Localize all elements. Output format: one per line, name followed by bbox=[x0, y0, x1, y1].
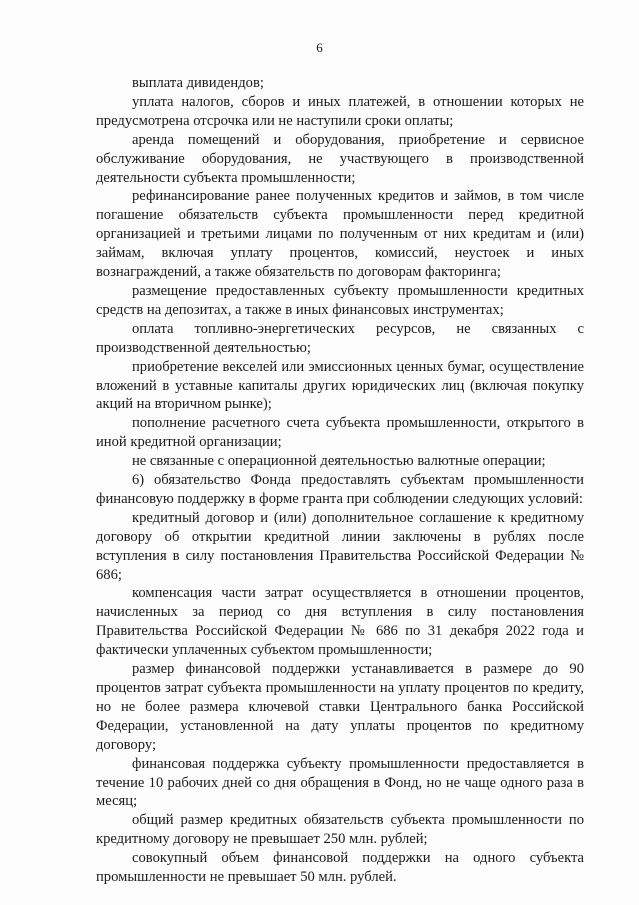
paragraph: размер финансовой поддержки устанавливается в размере до 90 процентов затрат субъекта промышленности на уплату процентов по кредиту, но не более размера ключевой ставки Центрального банка Российской Федерации, установленной на дату уплаты процентов по кредитному договору; bbox=[96, 661, 584, 753]
paragraph: приобретение векселей или эмиссионных ценных бумаг, осуществление вложений в уставные капиталы других юридических лиц (включая покупку акций на вторичном рынке); bbox=[96, 358, 584, 413]
page-number: 6 bbox=[316, 40, 323, 55]
paragraph: размещение предоставленных субъекту промышленности кредитных средств на депозитах, а также в иных финансовых инструментах; bbox=[96, 282, 584, 318]
paragraph: выплата дивидендов; bbox=[132, 75, 264, 91]
paragraph: не связанные с операционной деятельностью валютные операции; bbox=[132, 453, 546, 470]
paragraph: аренда помещений и оборудования, приобретение и сервисное обслуживание оборудования, не участвующего в производственной деятельности субъекта промышленности; bbox=[96, 131, 584, 186]
paragraph: 6) обязательство Фонда предоставлять субъектам промышленности финансовую поддержку в форме гранта при соблюдении следующих условий: bbox=[96, 472, 584, 507]
paragraph: рефинансирование ранее полученных кредитов и займов, в том числе погашение обязательств субъекта промышленности перед кредитной организацией и третьими лицами по полученным от них кредитам и (или) займам, включая уплату процентов, комиссий, неустоек и иных вознаграждений, а также обязательств по договорам факторинга; bbox=[96, 188, 584, 281]
paragraph: уплата налогов, сборов и иных платежей, в отношении которых не предусмотрена отсрочка или не наступили сроки оплаты; bbox=[96, 93, 584, 129]
paragraph: общий размер кредитных обязательств субъекта промышленности по кредитному договору не превышает 250 млн. рублей; bbox=[96, 812, 584, 848]
paragraph: компенсация части затрат осуществляется в отношении процентов, начисленных за период со дня вступления в силу постановления Правительства Российской Федерации № 686 по 31 декабря 2022 года и фактически уплаченных субъектом промышленности; bbox=[96, 585, 584, 659]
paragraph: совокупный объем финансовой поддержки на одного субъекта промышленности не превышает 50 млн. рублей. bbox=[96, 850, 584, 886]
paragraph: оплата топливно-энергетических ресурсов, не связанных с производственной деятельностью; bbox=[96, 320, 584, 356]
document-body bbox=[96, 74, 584, 887]
paragraph: пополнение расчетного счета субъекта промышленности, открытого в иной кредитной организации; bbox=[96, 415, 584, 451]
paragraph: финансовая поддержка субъекту промышленности предоставляется в течение 10 рабочих дней со дня обращения в Фонд, но не чаще одного раза в месяц; bbox=[96, 755, 584, 810]
paragraph: кредитный договор и (или) дополнительное соглашение к кредитному договору об открытии кредитной линии заключены в рублях после вступления в силу постановления Правительства Российской Федерации № 686; bbox=[96, 509, 584, 583]
